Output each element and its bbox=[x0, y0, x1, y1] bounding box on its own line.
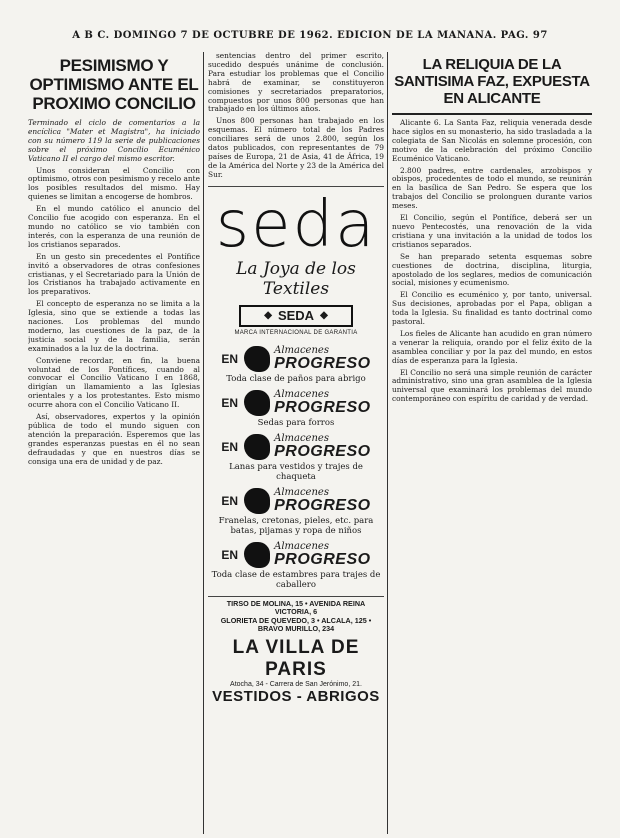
right-headline: LA RELIQUIA DE LA SANTISIMA FAZ, EXPUESTA EN ALICANTE bbox=[394, 56, 590, 107]
right-paragraph: Alicante 6. La Santa Faz, reliquia venerada desde hace siglos en su monasterio, ha sido trasladada a la colegiata de San Nicolás en solemne procesión, con motivo de la celebración del próximo Concilio Ecuménico Vaticano. bbox=[392, 118, 592, 163]
store-offer-text: Lanas para vestidos y trajes de chaqueta bbox=[229, 461, 363, 482]
seda-trademark bbox=[239, 305, 353, 327]
left-paragraph: Unos consideran el Concilio con optimismo, otros con pesimismo y recelo ante los posibles resultados del mismo. Hay quienes se limitan a encogerse de hombros. bbox=[28, 165, 200, 202]
left-lead: Terminado el ciclo de comentarios a la encíclica "Mater et Magistra", ha iniciado con su número 119 la serie de publicaciones sobre el próximo Concilio Ecuménico Vaticano II el cargo del mismo escritor. bbox=[28, 118, 200, 163]
store-prefix: EN bbox=[221, 547, 239, 562]
progreso-logo bbox=[244, 488, 370, 514]
store-offer bbox=[208, 430, 384, 484]
store-addresses bbox=[208, 596, 384, 634]
store-offer bbox=[208, 538, 384, 592]
progreso-emblem-icon bbox=[244, 488, 270, 514]
store-prefix: EN bbox=[221, 395, 239, 410]
villa-de-paris-name: LA VILLA DE PARIS bbox=[232, 637, 360, 681]
left-paragraph: El concepto de esperanza no se limita a la Iglesia, sino que se extiende a todas las naciones. Los problemas del mundo moderno, las cuestiones de la paz, de la justicia social y de la familia, serán examinados a la luz de la doctrina. bbox=[28, 299, 200, 353]
store-script: Almacenes bbox=[274, 432, 329, 444]
progreso-emblem-icon bbox=[244, 434, 270, 460]
store-offer bbox=[208, 484, 384, 538]
left-headline: PESIMISMO Y OPTIMISMO ANTE EL PROXIMO CONCILIO bbox=[29, 56, 199, 113]
store-prefix: EN bbox=[221, 351, 239, 366]
store-name: PROGRESO bbox=[274, 550, 371, 568]
store-name: PROGRESO bbox=[274, 442, 371, 460]
right-column bbox=[392, 52, 592, 834]
villa-de-paris-slogan: VESTIDOS - ABRIGOS bbox=[212, 688, 380, 706]
middle-paragraph: sentencias dentro del primer escrito, sucedido después unánime de conclusión. Para estudiar los problemas que el Concilio habrá de examinar, se constituyeron comisiones y secretariados preparatorios, compuestos por unos 800 personas que han trabajado en los últimos años. bbox=[208, 52, 384, 114]
dot-icon: ◆ bbox=[320, 310, 328, 322]
middle-paragraph: Unos 800 personas han trabajado en los esquemas. El número total de los Padres conciliares será de unos 2.800, según los datos publicados, con representantes de 79 países de Europa, 21 de Asia, 41 de África, 19 de la América del Norte y 23 de la América del Sur. bbox=[208, 116, 384, 179]
progreso-emblem-icon bbox=[244, 346, 270, 372]
progreso-emblem-icon bbox=[244, 390, 270, 416]
progreso-logo bbox=[244, 434, 370, 460]
page-header: A B C. DOMINGO 7 DE OCTUBRE DE 1962. EDICION DE LA MAÑANA. PAG. 97 bbox=[72, 30, 548, 41]
store-offer bbox=[208, 342, 384, 386]
seda-registered: MARCA INTERNACIONAL DE GARANTIA bbox=[234, 329, 358, 336]
left-paragraph: Así, observadores, expertos y la opinión pública de todo el mundo siguen con atención la preparación. Esperemos que las grandes esperanzas puestas en él no sean defraudadas y que en nuestros días se consiga una era de unidad y de paz. bbox=[28, 412, 200, 466]
seda-mark-label: SEDA bbox=[277, 308, 315, 324]
store-name: PROGRESO bbox=[274, 398, 371, 416]
store-script: Almacenes bbox=[274, 486, 329, 498]
right-paragraph: El Concilio no será una simple reunión de carácter administrativo, sino una gran asamblea de la Iglesia universal que examinará los problemas del mundo contemporáneo con espíritu de caridad y de verdad. bbox=[392, 367, 592, 404]
column-divider bbox=[387, 52, 388, 834]
right-paragraph: El Concilio, según el Pontífice, deberá ser un nuevo Pentecostés, una renovación de la vida cristiana y una invitación a la unidad de todos los cristianos separados. bbox=[392, 213, 592, 249]
store-prefix: EN bbox=[221, 439, 239, 454]
right-paragraph: Se han preparado setenta esquemas sobre cuestiones de doctrina, disciplina, liturgia, apostolado de los seglares, medios de comunicación social, misiones y ecumenismo. bbox=[392, 251, 592, 288]
store-offer-text: Toda clase de estambres para trajes de caballero bbox=[211, 569, 381, 590]
seda-advertisement bbox=[208, 186, 384, 705]
right-paragraph: Los fieles de Alicante han acudido en gran número a venerar la reliquia, orando por el feliz éxito de la asamblea conciliar y por la paz del mundo, en estos días de esperanza para la Iglesia. bbox=[392, 328, 592, 365]
store-name: PROGRESO bbox=[274, 354, 371, 372]
store-offer-text: Sedas para forros bbox=[257, 417, 335, 428]
left-column bbox=[28, 52, 200, 834]
address-line: GLORIETA DE QUEVEDO, 3 • ALCALA, 125 • BRAVO MURILLO, 234 bbox=[220, 615, 372, 634]
right-paragraph: El Concilio es ecuménico y, por tanto, universal. Sus decisiones, aprobadas por el Papa, obligan a toda la Iglesia. Su finalidad es tanto doctrinal como pastoral. bbox=[392, 290, 592, 327]
headline-rule bbox=[392, 113, 592, 115]
store-offer bbox=[208, 386, 384, 430]
left-paragraph: En un gesto sin precedentes el Pontífice invitó a observadores de otras confesiones cristianas, y el Secretariado para la Unión de los Cristianos ha trabajado activamente en los preparativos. bbox=[28, 251, 200, 297]
villa-de-paris-address: Atocha, 34 - Carrera de San Jerónimo, 21. bbox=[230, 681, 362, 689]
left-paragraph: En el mundo católico el anuncio del Concilio fue acogido con esperanza. En el mundo no católico se vio también con interés, con la esperanza de una reunión de los cristianos separados. bbox=[28, 204, 200, 249]
left-paragraph: Conviene recordar, en fin, la buena voluntad de los Pontífices, cuando al convocar el Concilio Vaticano I en 1868, dirigían un llamamiento a las Iglesias orientales y a los protestantes. Esto mismo ocurre ahora con el Concilio Vaticano II. bbox=[28, 355, 200, 410]
store-script: Almacenes bbox=[274, 388, 329, 400]
store-name: PROGRESO bbox=[274, 496, 371, 514]
address-line: TIRSO DE MOLINA, 15 • AVENIDA REINA VICTORIA, 6 bbox=[226, 598, 366, 617]
dot-icon: ◆ bbox=[264, 310, 272, 322]
progreso-logo bbox=[244, 542, 370, 568]
column-divider bbox=[203, 52, 204, 834]
store-script: Almacenes bbox=[274, 540, 329, 552]
progreso-emblem-icon bbox=[244, 542, 270, 568]
progreso-logo bbox=[244, 390, 370, 416]
right-paragraph: 2.800 padres, entre cardenales, arzobispos y obispos, procedentes de todo el mundo, se reunirán en la basílica de San Pedro. Se espera que los trabajos del Concilio se prolonguen durante varios meses. bbox=[392, 165, 592, 211]
store-script: Almacenes bbox=[274, 344, 329, 356]
store-offer-text: Toda clase de paños para abrigo bbox=[226, 373, 366, 384]
seda-slogan: La Joya de los Textiles bbox=[236, 258, 356, 299]
middle-column bbox=[208, 52, 384, 834]
store-prefix: EN bbox=[221, 493, 239, 508]
progreso-logo bbox=[244, 346, 370, 372]
store-offer-text: Franelas, cretonas, pieles, etc. para batas, pijamas y ropa de niños bbox=[218, 515, 374, 536]
seda-brand: seda bbox=[215, 187, 377, 262]
